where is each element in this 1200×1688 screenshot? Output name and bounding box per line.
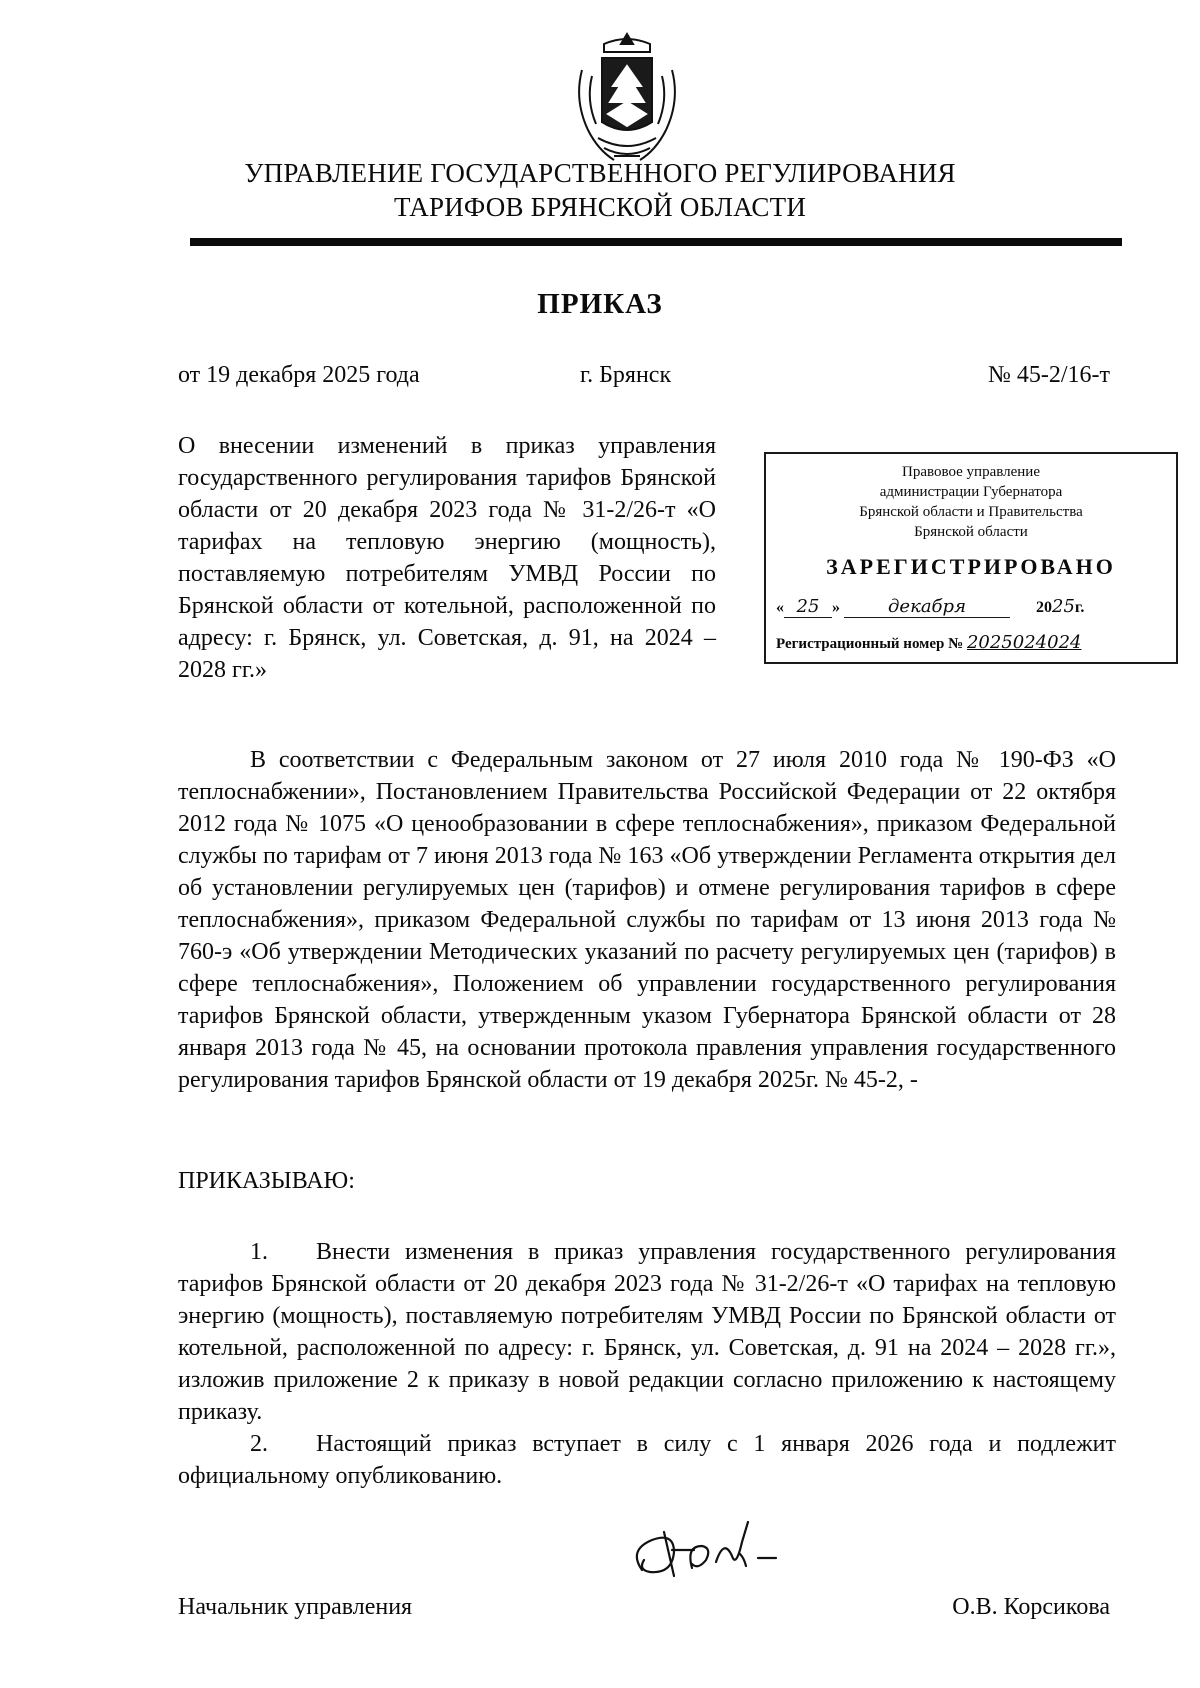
document-city: г. Брянск <box>580 362 672 388</box>
coat-of-arms-emblem <box>568 30 686 170</box>
stamp-line4: Брянской области <box>914 524 1028 540</box>
item-text: Настоящий приказ вступает в силу с 1 января 2026 года и подлежит официальному опубликованию. <box>178 1431 1116 1489</box>
signatory-name: О.В. Корсикова <box>952 1594 1110 1620</box>
registration-stamp <box>764 452 1178 664</box>
header-divider <box>190 238 1122 246</box>
document-subject: О внесении изменений в приказ управления государственного регулирования тарифов Брянской области от 20 декабря 2023 года № 31-2/26-т «О тарифах на тепловую энергию (мощность), поставляемую потребителям УМВД России по Брянской области от котельной, расположенной по адресу: г. Брянск, ул. Советская, д. 91, на 2024 – 2028 гг.» <box>178 433 716 683</box>
item-number: 2. <box>250 1431 268 1457</box>
stamp-line1: Правовое управление <box>902 464 1040 480</box>
org-name-line1: УПРАВЛЕНИЕ ГОСУДАРСТВЕННОГО РЕГУЛИРОВАНИЯ <box>244 158 956 188</box>
stamp-line2: администрации Губернатора <box>879 484 1063 500</box>
document-number: № 45-2/16-т <box>987 362 1110 388</box>
order-word: ПРИКАЗЫВАЮ: <box>178 1168 355 1194</box>
item-number: 1. <box>250 1239 268 1265</box>
stamp-year-end: г. <box>1074 599 1085 616</box>
order-item-2 <box>178 1428 1116 1492</box>
stamp-date: « 25 » декабря 2025г. <box>776 596 1085 617</box>
preamble-paragraph: В соответствии с Федеральным законом от 27 июля 2010 года № 190-ФЗ «О теплоснабжении», Постановлением Правительства Российской Федерации от 22 октября 2012 года № 1075 «О ценообразовании в сфере теплоснабжения», приказом Федеральной службы по тарифам от 7 июня 2013 года № 163 «Об утверждении Регламента открытия дел об установлении регулируемых цен (тарифов) и отмене регулирования тарифов в сфере теплоснабжения», приказом Федеральной службы по тарифам от 13 июня 2013 года № 760-э «Об утверждении Методических указаний по расчету регулируемых цен (тарифов) в сфере теплоснабжения», Положением об управлении государственного регулирования тарифов Брянской области, утвержденным указом Губернатора Брянской области от 28 января 2013 года № 45, на основании протокола правления управления государственного регулирования тарифов Брянской области от 19 декабря 2025г. № 45-2, - <box>178 747 1116 1093</box>
stamp-reg-number: 2025024024 <box>966 632 1082 653</box>
stamp-month: декабря <box>844 596 1010 618</box>
order-item-1 <box>178 1236 1116 1428</box>
document-title: ПРИКАЗ <box>537 288 663 320</box>
stamp-reg <box>776 632 1168 653</box>
org-name-line2: ТАРИФОВ БРЯНСКОЙ ОБЛАСТИ <box>393 192 807 222</box>
signatory-position: Начальник управления <box>178 1594 413 1620</box>
stamp-year-prefix: 20 <box>1036 599 1052 616</box>
stamp-day: 25 <box>784 596 832 618</box>
stamp-year-suffix: 25 <box>1052 596 1075 617</box>
stamp-reg-label: Регистрационный номер № <box>776 636 964 652</box>
stamp-registered: ЗАРЕГИСТРИРОВАНО <box>826 554 1116 579</box>
item-text: Внести изменения в приказ управления государственного регулирования тарифов Брянской области от 20 декабря 2023 года № 31-2/26-т «О тарифах на тепловую энергию (мощность), поставляемую потребителям УМВД России по Брянской области от котельной, расположенной по адресу: г. Брянск, ул. Советская, д. 91 на 2024 – 2028 гг.», изложив приложение 2 к приказу в новой редакции согласно приложению к настоящему приказу. <box>178 1239 1116 1425</box>
handwritten-signature <box>612 1510 792 1600</box>
stamp-line3: Брянской области и Правительства <box>859 504 1083 520</box>
document-date: от 19 декабря 2025 года <box>178 362 420 388</box>
